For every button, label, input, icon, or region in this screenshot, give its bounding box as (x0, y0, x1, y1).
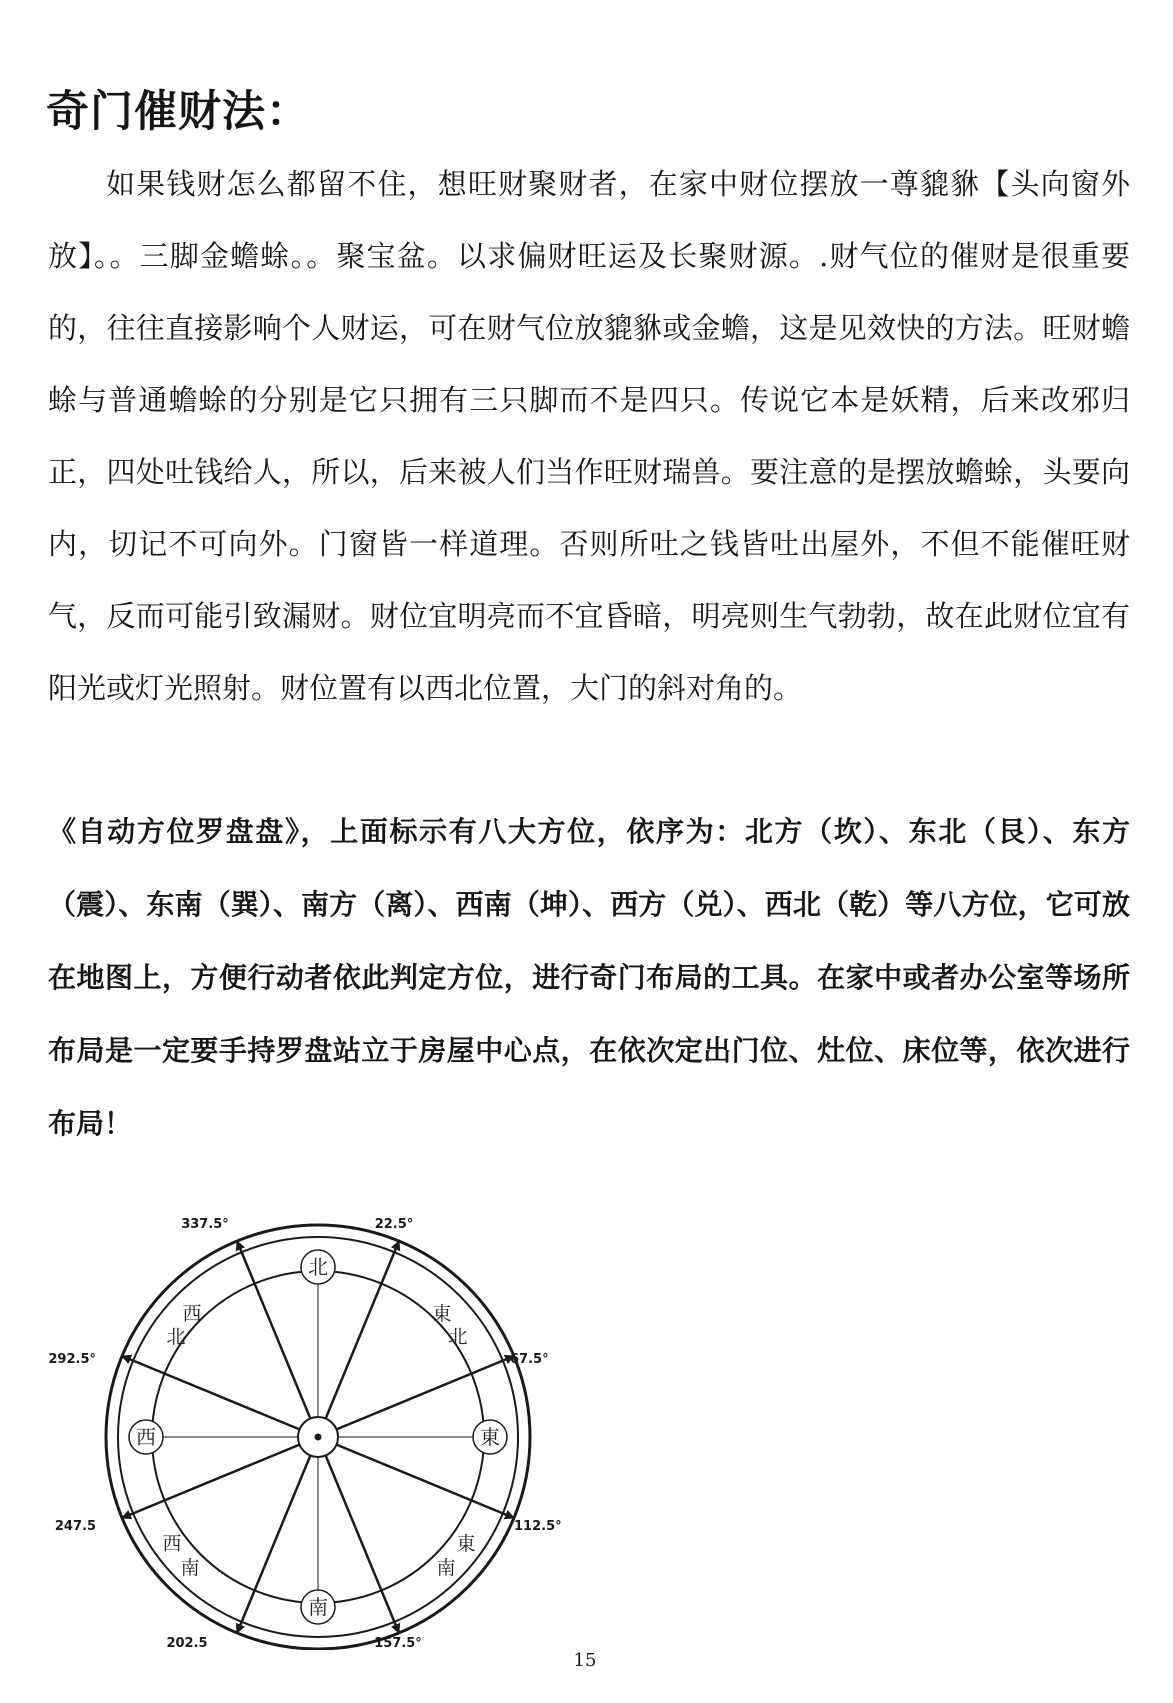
page-title: 奇门催财法： (46, 87, 310, 137)
compass-diagram (40, 1150, 640, 1650)
body-paragraph: 如果钱财怎么都留不住，想旺财聚财者，在家中财位摆放一尊貔貅【头向窗外放】。。三脚金蟾蜍。。聚宝盆。以求偏财旺运及长聚财源。.财气位的催财是很重要的，往往直接影响个人财运，可在财气位放貔貅或金蟾，这是见效快的方法。旺财蟾蜍与普通蟾蜍的分别是它只拥有三只脚而不是四只。传说它本是妖精，后来改邪归正，四处吐钱给人，所以，后来被人们当作旺财瑞兽。要注意的是摆放蟾蜍，头要向内，切记不可向外。门窗皆一样道理。否则所吐之钱皆吐出屋外，不但不能催旺财气，反而可能引致漏财。财位宜明亮而不宜昏暗，明亮则生气勃勃，故在此财位宜有阳光或灯光照射。财位置有以西北位置，大门的斜对角的。 (48, 167, 1130, 705)
southeast-label-2: 南 (436, 1557, 456, 1579)
southeast-label-1: 東 (456, 1533, 476, 1555)
page-number: 15 (573, 1650, 597, 1671)
north-label: 北 (308, 1255, 328, 1279)
northwest-label-2: 北 (166, 1326, 186, 1348)
east-label: 東 (480, 1425, 500, 1449)
southwest-label-2: 南 (180, 1557, 200, 1579)
northeast-label-1: 東 (432, 1303, 452, 1325)
degree-label-157-5: 157.5° (374, 1636, 422, 1650)
west-label: 西 (136, 1425, 156, 1449)
northwest-label-1: 西 (182, 1303, 202, 1325)
degree-label-292-5: 292.5° (48, 1352, 96, 1367)
compass-description-paragraph: 《自动方位罗盘盘》，上面标示有八大方位，依序为：北方（坎）、东北（艮）、东方（震）、东南（巽）、南方（离）、西南（坤）、西方（兑）、西北（乾）等八方位，它可放在地图上，方便行动者依此判定方位，进行奇门布局的工具。在家中或者办公室等场所布局是一定要手持罗盘站立于房屋中心点，在依次定出门位、灶位、床位等，依次进行布局！ (48, 815, 1130, 1140)
degree-label-247-5: 247.5 (54, 1519, 96, 1534)
degree-label-67-5: 67.5° (510, 1352, 549, 1367)
southwest-label-1: 西 (162, 1533, 182, 1555)
degree-label-112-5: 112.5° (514, 1519, 562, 1534)
compass-center-dot (315, 1434, 322, 1441)
northeast-label-2: 北 (448, 1326, 468, 1348)
south-label: 南 (308, 1595, 328, 1619)
degree-label-337-5: 337.5° (181, 1217, 229, 1232)
degree-label-22-5: 22.5° (374, 1217, 414, 1232)
degree-label-202-5: 202.5 (166, 1636, 208, 1650)
